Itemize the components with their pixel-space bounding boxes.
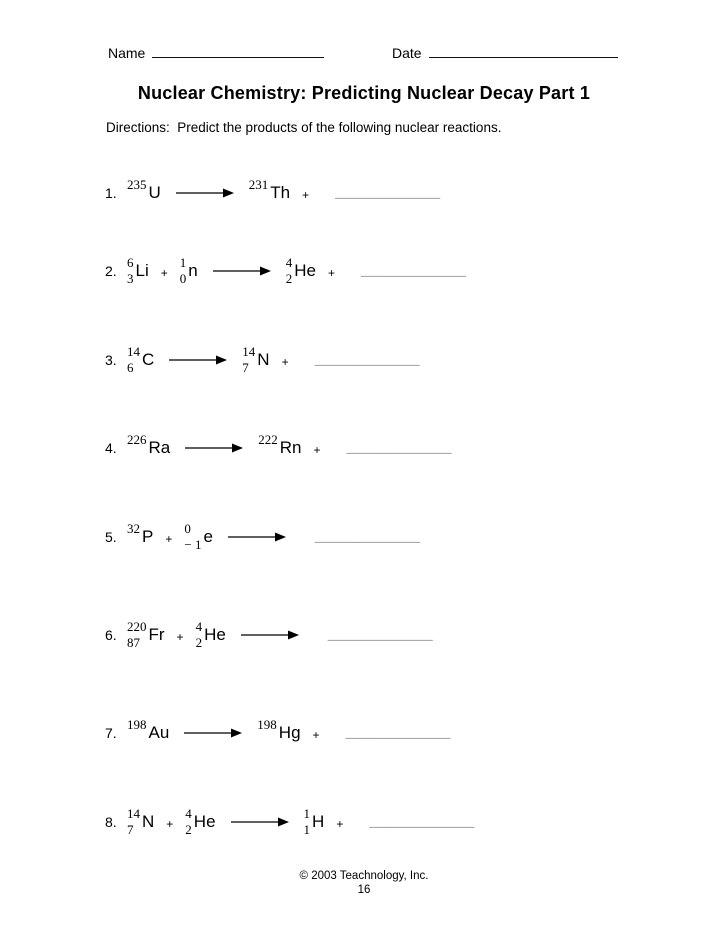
mass-number: 222 — [258, 432, 278, 447]
atomic-number: 7 — [242, 360, 249, 375]
reaction-arrow-icon — [231, 816, 289, 828]
name-blank-line — [152, 44, 324, 58]
problem-row — [105, 165, 440, 221]
nuclide — [180, 255, 198, 287]
atomic-number — [127, 733, 133, 749]
mass-atomic-number-stack — [127, 432, 147, 464]
element-symbol: C — [142, 350, 155, 369]
page-title: Nuclear Chemistry: Predicting Nuclear Decay Part 1 — [137, 83, 591, 103]
element-symbol: N — [142, 812, 155, 831]
element-symbol: U — [148, 183, 161, 202]
name-label: Name — [108, 45, 146, 61]
atomic-number — [258, 448, 264, 464]
mass-atomic-number-stack — [249, 177, 269, 209]
problem-number: 2. — [105, 263, 117, 279]
element-symbol: Th — [270, 183, 291, 202]
nuclide — [258, 432, 301, 464]
nuclide — [196, 619, 226, 651]
element-symbol: Hg — [278, 723, 301, 742]
problem-number: 6. — [105, 627, 117, 643]
element-symbol: e — [203, 527, 213, 546]
plus-sign: + — [166, 817, 174, 831]
atomic-number: − 1 — [184, 537, 202, 552]
nuclide — [242, 344, 269, 376]
atomic-number: 3 — [127, 271, 134, 286]
date-label: Date — [392, 45, 422, 61]
nuclide — [184, 521, 213, 553]
problem-number: 1. — [105, 185, 117, 201]
element-symbol: H — [312, 812, 325, 831]
footer — [0, 869, 728, 897]
problem-number: 3. — [105, 352, 117, 368]
mass-number: 226 — [127, 432, 147, 447]
mass-number: 0 — [184, 521, 191, 536]
atomic-number: 0 — [179, 271, 187, 286]
element-symbol: n — [188, 261, 198, 280]
problem-row — [105, 794, 474, 850]
plus-sign: + — [302, 188, 310, 202]
nuclide — [127, 521, 153, 553]
problem-row — [105, 420, 451, 476]
problem-row — [105, 509, 420, 565]
footer-page-number: 16 — [357, 884, 371, 896]
nuclide — [127, 806, 154, 838]
atomic-number — [127, 448, 133, 464]
nuclide — [127, 717, 169, 749]
element-symbol: P — [142, 527, 154, 546]
plus-sign: + — [312, 728, 320, 742]
atomic-number — [249, 193, 255, 209]
atomic-number — [127, 537, 133, 553]
answer-blank: ______________ — [345, 724, 451, 741]
element-symbol: Au — [148, 723, 170, 742]
mass-number: 14 — [127, 806, 140, 821]
element-symbol: He — [294, 261, 316, 280]
mass-number: 14 — [242, 344, 256, 359]
atomic-number: 1 — [303, 822, 311, 837]
plus-sign: + — [176, 630, 184, 644]
nuclide — [127, 344, 154, 376]
mass-number: 198 — [127, 717, 147, 732]
mass-number: 235 — [127, 177, 147, 192]
mass-number: 4 — [185, 806, 192, 821]
nuclide — [127, 255, 149, 287]
atomic-number: 2 — [185, 822, 192, 837]
mass-atomic-number-stack — [127, 344, 140, 376]
nuclide — [185, 806, 215, 838]
mass-number: 4 — [195, 619, 203, 634]
plus-sign: + — [165, 532, 173, 546]
footer-copyright: © 2003 Teachnology, Inc. — [299, 870, 429, 882]
atomic-number — [257, 733, 263, 749]
element-symbol: Rn — [279, 438, 302, 457]
plus-sign: + — [313, 443, 321, 457]
reaction-arrow-icon — [176, 187, 234, 199]
problem-number: 8. — [105, 814, 117, 830]
mass-number: 32 — [127, 521, 140, 536]
reaction-arrow-icon — [184, 727, 242, 739]
reaction-arrow-icon — [185, 442, 243, 454]
mass-number: 1 — [303, 806, 311, 821]
nuclide — [127, 432, 170, 464]
atomic-number: 2 — [285, 271, 293, 286]
plus-sign: + — [336, 817, 344, 831]
mass-number: 6 — [127, 255, 134, 270]
mass-number: 1 — [179, 255, 187, 270]
problem-row — [105, 332, 420, 388]
nuclide — [127, 619, 165, 651]
reaction-arrow-icon — [241, 629, 299, 641]
name-field — [108, 44, 324, 61]
mass-atomic-number-stack — [127, 177, 147, 209]
nuclide — [304, 806, 325, 838]
mass-atomic-number-stack — [127, 619, 147, 651]
mass-atomic-number-stack — [184, 521, 201, 553]
problem-row — [105, 607, 433, 663]
mass-number: 14 — [127, 344, 140, 359]
mass-atomic-number-stack — [127, 806, 140, 838]
element-symbol: Ra — [148, 438, 171, 457]
atomic-number: 7 — [127, 822, 134, 837]
mass-number: 4 — [285, 255, 293, 270]
answer-blank: ______________ — [346, 439, 452, 456]
reaction-arrow-icon — [169, 354, 227, 366]
answer-blank: ______________ — [360, 262, 466, 279]
mass-number: 231 — [248, 177, 269, 192]
nuclide — [127, 177, 161, 209]
nuclide — [249, 177, 290, 209]
atomic-number: 2 — [195, 635, 203, 650]
answer-blank: ______________ — [369, 813, 475, 830]
plus-sign: + — [281, 355, 289, 369]
date-blank-line — [429, 44, 618, 58]
mass-atomic-number-stack — [127, 521, 140, 553]
answer-blank: ______________ — [314, 351, 420, 368]
element-symbol: N — [257, 350, 270, 369]
nuclide — [286, 255, 316, 287]
mass-atomic-number-stack — [258, 432, 278, 464]
nuclide — [257, 717, 300, 749]
element-symbol: Fr — [148, 625, 165, 644]
reaction-arrow-icon — [213, 265, 271, 277]
atomic-number: 87 — [127, 635, 140, 650]
name-date-row — [0, 44, 728, 68]
answer-blank: ______________ — [314, 528, 420, 545]
mass-number: 198 — [257, 717, 277, 732]
answer-blank: ______________ — [335, 184, 441, 201]
plus-sign: + — [160, 266, 168, 280]
atomic-number: 6 — [127, 360, 134, 375]
element-symbol: Li — [135, 261, 149, 280]
mass-atomic-number-stack — [127, 717, 147, 749]
directions-text: Directions: Predict the products of the following nuclear reactions. — [106, 120, 502, 135]
problem-number: 5. — [105, 529, 117, 545]
reaction-arrow-icon — [228, 531, 286, 543]
problem-number: 7. — [105, 725, 117, 741]
problem-number: 4. — [105, 440, 117, 456]
mass-number: 220 — [127, 619, 147, 634]
problem-row — [105, 705, 451, 761]
element-symbol: He — [204, 625, 226, 644]
atomic-number — [127, 193, 133, 209]
problem-row — [105, 243, 466, 299]
mass-atomic-number-stack — [242, 344, 255, 376]
element-symbol: He — [193, 812, 216, 831]
mass-atomic-number-stack — [257, 717, 277, 749]
plus-sign: + — [327, 266, 335, 280]
date-field — [392, 44, 618, 61]
answer-blank: ______________ — [327, 626, 433, 643]
